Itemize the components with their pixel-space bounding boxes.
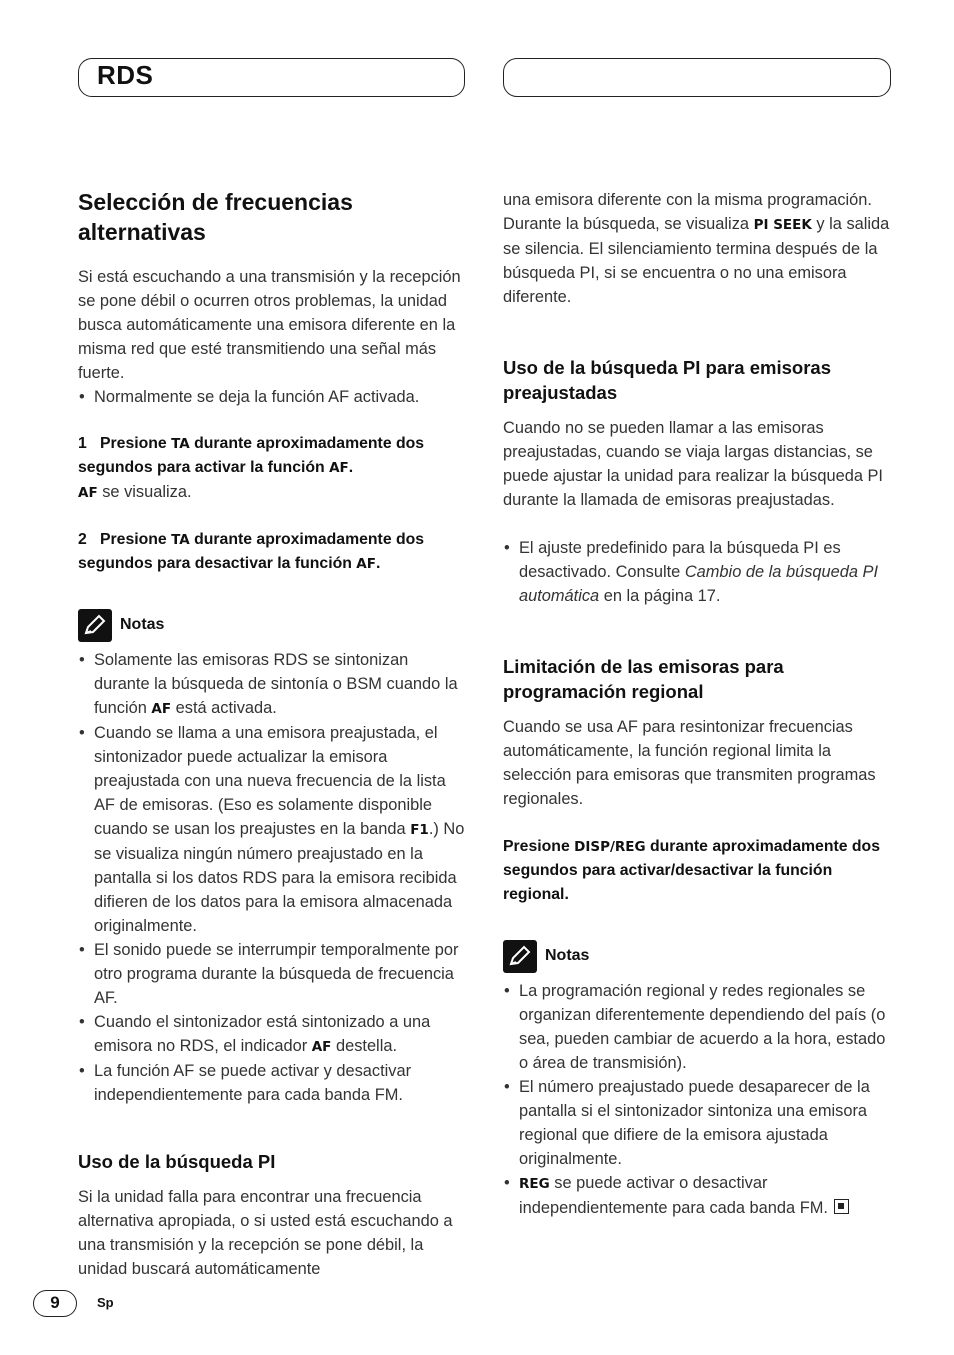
bullet-text: en la página 17. — [599, 587, 721, 605]
notes-label: Notas — [120, 616, 165, 633]
list-item: • El número preajustado puede desaparecer de la pantalla si el sintonizador sintoniza una emisora regional que difiere de la emisora ajustada originalmente. — [503, 1075, 893, 1171]
step-text: durante aproximadamente dos segundos para desactivar la función — [78, 531, 425, 572]
key-ta: TA — [171, 436, 190, 452]
pencil-icon — [78, 609, 112, 642]
heading-pi-search: Uso de la búsqueda PI — [78, 1151, 276, 1172]
note-text: Cuando el sintonizador está sintonizado a una emisora no RDS, el indicador — [94, 1013, 431, 1055]
heading-regional: Limitación de las emisoras para programación regional — [503, 656, 784, 702]
pi-continued-paragraph — [503, 188, 891, 309]
end-of-section-icon — [834, 1199, 849, 1214]
language-code: Sp — [97, 1295, 114, 1310]
step-text: durante aproximadamente dos segundos para activar la función — [78, 435, 425, 476]
key-ta: TA — [171, 532, 190, 548]
key-af: AF — [151, 701, 172, 717]
step-text: Presione — [503, 838, 575, 855]
key-reg: REG — [519, 1176, 550, 1192]
note-text: Cuando se llama a una emisora preajustada, el sintonizador puede actualizar la emisora preajustada con una nueva frecuencia de la lista AF de emisoras. (Eso es solamente disponible cuando se usan los preajustes en la banda — [94, 724, 446, 838]
key-pi-seek: PI SEEK — [753, 217, 812, 233]
key-af: AF — [329, 460, 349, 476]
preset-paragraph: Cuando no se pueden llamar a las emisoras preajustadas, cuando se viaja largas distancias, se puede ajustar la unidad para realizar la búsqueda PI durante la llamada de emisoras preajustadas. — [503, 419, 883, 509]
section-title: RDS — [97, 60, 154, 90]
list-item: • La programación regional y redes regionales se organizan diferentemente dependiendo del país (o sea, pueden cambiar de acuerdo a la hora, estado o área de transmisión). — [503, 979, 893, 1075]
note-text: Solamente las emisoras RDS se sintonizan durante la búsqueda de sintonía o BSM cuando la función — [94, 651, 458, 717]
step-text: Presione — [99, 435, 172, 452]
notes-header — [503, 939, 589, 973]
list-item: • El sonido puede se interrumpir temporalmente por otro programa durante la búsqueda de frecuencia AF. — [78, 938, 468, 1010]
bullet-text: El ajuste predefinido para la búsqueda PI es desactivado. Consulte — [519, 539, 841, 581]
intro-bullet-list — [78, 385, 464, 409]
step-text: . — [375, 555, 381, 572]
section-header-box — [78, 58, 465, 97]
step-1-result — [78, 480, 464, 505]
step-1 — [78, 432, 464, 480]
pencil-icon — [503, 940, 537, 973]
key-disp-reg: DISP/REG — [574, 839, 646, 855]
step-text: durante aproximadamente dos segundos para activar/desactivar la función regional. — [503, 838, 880, 903]
preset-bullet-list — [503, 536, 891, 608]
key-af: AF — [356, 556, 376, 572]
notes-list — [503, 979, 893, 1220]
step-text: . — [348, 459, 354, 476]
cross-reference: Cambio de la búsqueda PI automática — [519, 563, 879, 605]
note-text: se puede activar o desactivar independientemente para cada banda FM. — [519, 1174, 828, 1217]
key-af: AF — [78, 485, 98, 501]
list-item — [78, 648, 468, 721]
heading-pi-preset: Uso de la búsqueda PI para emisoras preajustadas — [503, 357, 831, 403]
note-text: .) No se visualiza ningún número preajustado en la pantalla si los datos RDS para la emisora recibida difieren de los datos para la emisora almacenada originalmente. — [94, 820, 465, 935]
intro-paragraph: Si está escuchando a una transmisión y la recepción se pone débil o ocurren otros problemas, la unidad busca automáticamente una emisora diferente en la misma red que esté transmitiendo una señal más fuerte. — [78, 268, 461, 382]
list-item: • La función AF se puede activar y desactivar independientemente para cada banda FM. — [78, 1059, 468, 1107]
key-f1: F1 — [410, 822, 429, 838]
heading-alternative-frequencies: Selección de frecuencias alternativas — [78, 189, 353, 245]
regional-paragraph: Cuando se usa AF para resintonizar frecuencias automáticamente, la función regional limita la selección para emisoras que transmiten programas regionales. — [503, 718, 876, 808]
note-text: destella. — [331, 1037, 398, 1055]
list-item — [503, 536, 891, 608]
pi-paragraph: Si la unidad falla para encontrar una frecuencia alternativa apropiada, o si usted está escuchando a una transmisión y la recepción se pone débil, la unidad buscará automáticamente — [78, 1188, 453, 1278]
page-number: 9 — [33, 1290, 77, 1317]
list-item: • Normalmente se deja la función AF activada. — [78, 385, 464, 409]
step-2 — [78, 528, 464, 576]
list-item — [78, 721, 468, 938]
para-text: y la salida se silencia. El silenciamiento termina después de la búsqueda PI, si se encuentra o no una emisora diferente. — [503, 215, 890, 306]
key-af: AF — [311, 1039, 332, 1055]
section-header-box-blank — [503, 58, 891, 97]
list-item — [78, 1010, 468, 1059]
step-text: Presione — [99, 531, 172, 548]
result-text: se visualiza. — [97, 483, 192, 501]
step-number: 2 — [78, 531, 87, 548]
notes-list — [78, 648, 468, 1107]
step-number: 1 — [78, 435, 87, 452]
regional-step — [503, 835, 893, 907]
list-item — [503, 1171, 893, 1220]
note-text: está activada. — [171, 699, 277, 717]
para-text: una emisora diferente con la misma programación. Durante la búsqueda, se visualiza — [503, 191, 872, 233]
notes-label: Notas — [545, 947, 590, 964]
notes-header — [78, 608, 164, 642]
